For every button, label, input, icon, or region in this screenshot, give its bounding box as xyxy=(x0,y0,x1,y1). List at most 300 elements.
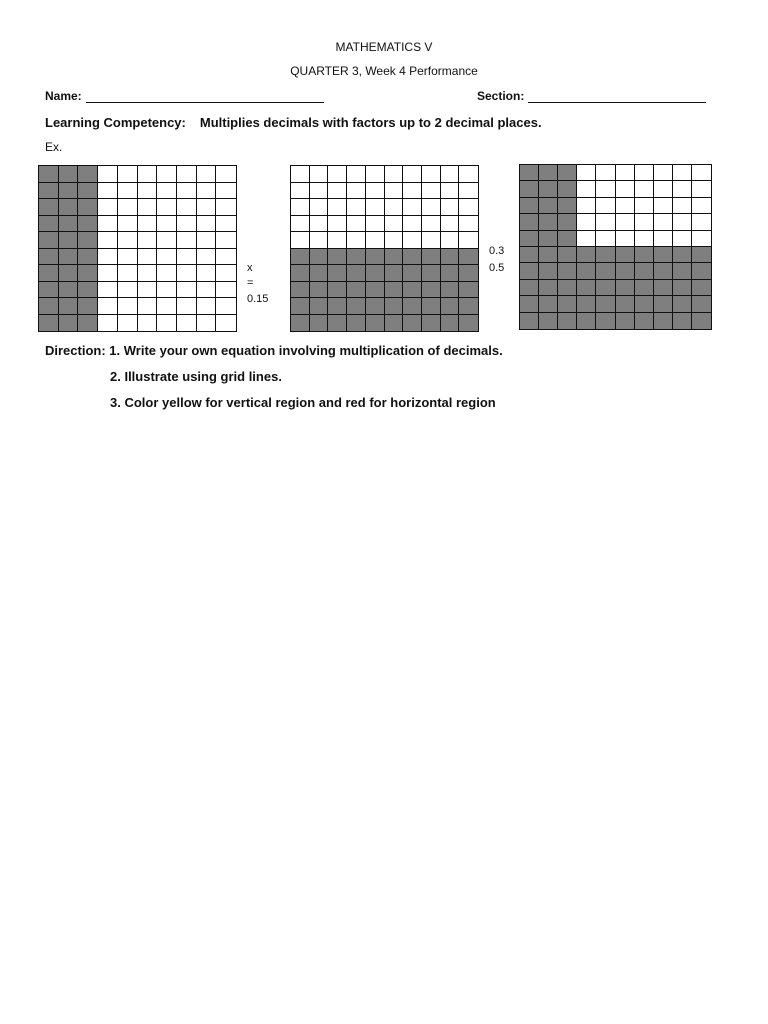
grid-cell xyxy=(157,166,177,183)
grid-cell xyxy=(403,298,422,315)
grid-cell xyxy=(616,313,635,329)
grid-cell xyxy=(616,263,635,279)
grid-cell xyxy=(59,315,79,332)
grid-cell xyxy=(39,265,59,282)
grid-cell xyxy=(558,165,577,181)
grid-cell xyxy=(157,298,177,315)
grid-cell xyxy=(692,198,711,214)
grid-cell xyxy=(577,231,596,247)
factor-b-value: 0.5 xyxy=(489,262,505,274)
grid-cell xyxy=(138,199,158,216)
grid-cell xyxy=(385,315,404,332)
grid-cell xyxy=(177,166,197,183)
grid-cell xyxy=(635,313,654,329)
grid-cell xyxy=(328,282,347,299)
example-label: Ex. xyxy=(45,140,63,154)
grid-cell xyxy=(385,249,404,266)
grid-cell xyxy=(654,313,673,329)
grid-cell xyxy=(138,232,158,249)
grid-cell xyxy=(577,247,596,263)
grid-cell xyxy=(177,183,197,200)
grid-cell xyxy=(291,249,310,266)
grid-cell xyxy=(385,199,404,216)
grid-cell xyxy=(596,198,615,214)
grid-cell xyxy=(138,183,158,200)
grid-cell xyxy=(422,282,441,299)
direction-line-3: 3. Color yellow for vertical region and red for horizontal region xyxy=(110,395,496,410)
grid-cell xyxy=(138,166,158,183)
grid-cell xyxy=(403,216,422,233)
grid-cell xyxy=(654,181,673,197)
grid-cell xyxy=(197,232,217,249)
grid-cell xyxy=(216,216,236,233)
grid-cell xyxy=(441,232,460,249)
grid-cell xyxy=(177,298,197,315)
grid-cell xyxy=(366,216,385,233)
grid-cell xyxy=(98,166,118,183)
grid-cell xyxy=(328,265,347,282)
grid-cell xyxy=(673,263,692,279)
grid-cell xyxy=(328,183,347,200)
grid-cell xyxy=(673,247,692,263)
grid-cell xyxy=(78,298,98,315)
grid-cell xyxy=(539,165,558,181)
grid-cell xyxy=(118,298,138,315)
grid-cell xyxy=(441,183,460,200)
grid-cell xyxy=(459,166,478,183)
grid-cell xyxy=(328,166,347,183)
grid-cell xyxy=(673,280,692,296)
grid-cell xyxy=(616,198,635,214)
grid-cell xyxy=(558,247,577,263)
grid-cell xyxy=(216,199,236,216)
grid-cell xyxy=(673,214,692,230)
grid-cell xyxy=(616,247,635,263)
grid-cell xyxy=(78,249,98,266)
grid-cell xyxy=(385,265,404,282)
grid-cell xyxy=(118,199,138,216)
grid-cell xyxy=(635,181,654,197)
grid-cell xyxy=(347,199,366,216)
grid-cell xyxy=(577,280,596,296)
grid-cell xyxy=(692,247,711,263)
grid-cell xyxy=(422,199,441,216)
grid-cell xyxy=(673,313,692,329)
competency-label: Learning Competency: xyxy=(45,115,186,130)
grid-cell xyxy=(138,216,158,233)
grid-cell xyxy=(157,249,177,266)
grid-cell xyxy=(673,231,692,247)
grid-cell xyxy=(403,232,422,249)
grid-cell xyxy=(635,198,654,214)
grid-cell xyxy=(558,313,577,329)
grid-cell xyxy=(459,298,478,315)
grid-cell xyxy=(539,296,558,312)
grid-cell xyxy=(177,199,197,216)
grid-cell xyxy=(216,265,236,282)
grid-cell xyxy=(459,282,478,299)
grid-cell xyxy=(459,216,478,233)
grid-cell xyxy=(692,214,711,230)
grid-cell xyxy=(654,165,673,181)
grid-cell xyxy=(539,313,558,329)
grid-cell xyxy=(654,214,673,230)
grid-cell xyxy=(347,282,366,299)
grid-cell xyxy=(216,183,236,200)
grid-cell xyxy=(596,280,615,296)
grid-cell xyxy=(366,183,385,200)
grid-cell xyxy=(328,216,347,233)
grid-cell xyxy=(78,232,98,249)
grid-cell xyxy=(291,199,310,216)
grid-cell xyxy=(692,165,711,181)
grid-cell xyxy=(441,249,460,266)
grid-cell xyxy=(347,166,366,183)
grid-cell xyxy=(366,249,385,266)
grid-cell xyxy=(539,198,558,214)
grid-cell xyxy=(138,298,158,315)
grid-cell xyxy=(558,263,577,279)
grid-cell xyxy=(59,199,79,216)
grid-cell xyxy=(459,249,478,266)
grid-cell xyxy=(59,183,79,200)
grid-cell xyxy=(385,166,404,183)
grid-vertical-region xyxy=(38,165,237,332)
grid-cell xyxy=(177,216,197,233)
grid-cell xyxy=(291,232,310,249)
grid-cell xyxy=(558,296,577,312)
grid-cell xyxy=(98,199,118,216)
name-label: Name: xyxy=(45,89,82,103)
competency-text: Multiplies decimals with factors up to 2 decimal places. xyxy=(199,115,542,130)
grid-cell xyxy=(441,315,460,332)
grid-cell xyxy=(635,247,654,263)
grid-cell xyxy=(422,183,441,200)
grid-cell xyxy=(216,298,236,315)
grid-cell xyxy=(157,265,177,282)
grid-cell xyxy=(291,265,310,282)
grid-cell xyxy=(422,232,441,249)
grid-cell xyxy=(39,232,59,249)
grid-cell xyxy=(98,232,118,249)
grid-cell xyxy=(39,298,59,315)
grid-cell xyxy=(78,199,98,216)
grid-cell xyxy=(98,249,118,266)
equals-sign: = xyxy=(247,277,254,289)
grid-cell xyxy=(39,183,59,200)
grid-cell xyxy=(520,181,539,197)
grid-cell xyxy=(39,166,59,183)
grid-cell xyxy=(459,199,478,216)
grid-cell xyxy=(441,282,460,299)
grid-cell xyxy=(403,249,422,266)
grid-cell xyxy=(596,231,615,247)
grid-cell xyxy=(216,166,236,183)
grid-cell xyxy=(118,183,138,200)
grid-cell xyxy=(157,282,177,299)
grid-cell xyxy=(177,265,197,282)
document-subtitle: QUARTER 3, Week 4 Performance xyxy=(290,64,478,78)
grid-cell xyxy=(78,216,98,233)
grid-cell xyxy=(635,214,654,230)
grid-cell xyxy=(635,296,654,312)
grid-cell xyxy=(558,231,577,247)
grid-cell xyxy=(347,298,366,315)
grid-cell xyxy=(59,282,79,299)
grid-cell xyxy=(558,214,577,230)
grid-overlap-region xyxy=(519,164,712,330)
grid-cell xyxy=(459,315,478,332)
grid-cell xyxy=(577,313,596,329)
multiply-sign: x xyxy=(247,262,253,274)
grid-cell xyxy=(366,166,385,183)
grid-cell xyxy=(422,249,441,266)
grid-cell xyxy=(459,232,478,249)
grid-cell xyxy=(310,216,329,233)
section-field xyxy=(477,89,706,103)
grid-cell xyxy=(539,181,558,197)
grid-cell xyxy=(118,315,138,332)
direction-line-2: 2. Illustrate using grid lines. xyxy=(110,369,282,384)
grid-cell xyxy=(385,282,404,299)
grid-cell xyxy=(328,232,347,249)
grid-cell xyxy=(366,199,385,216)
grid-cell xyxy=(118,249,138,266)
grid-cell xyxy=(596,313,615,329)
grid-cell xyxy=(692,263,711,279)
grid-cell xyxy=(328,199,347,216)
grid-cell xyxy=(385,298,404,315)
grid-cell xyxy=(39,249,59,266)
grid-cell xyxy=(441,265,460,282)
grid-cell xyxy=(118,166,138,183)
grid-cell xyxy=(366,265,385,282)
grid-cell xyxy=(157,315,177,332)
grid-cell xyxy=(403,183,422,200)
grid-cell xyxy=(577,214,596,230)
grid-cell xyxy=(654,247,673,263)
grid-cell xyxy=(216,282,236,299)
grid-cell xyxy=(403,282,422,299)
grid-cell xyxy=(39,216,59,233)
grid-cell xyxy=(520,280,539,296)
grid-cell xyxy=(616,296,635,312)
grid-cell xyxy=(422,298,441,315)
grid-cell xyxy=(78,282,98,299)
grid-cell xyxy=(177,282,197,299)
grid-cell xyxy=(520,247,539,263)
grid-cell xyxy=(216,249,236,266)
grid-cell xyxy=(197,199,217,216)
grid-cell xyxy=(366,282,385,299)
grid-cell xyxy=(422,166,441,183)
grid-cell xyxy=(441,166,460,183)
grid-cell xyxy=(118,216,138,233)
grid-cell xyxy=(118,282,138,299)
grid-cell xyxy=(197,183,217,200)
grid-cell xyxy=(577,198,596,214)
grid-cell xyxy=(654,263,673,279)
grid-cell xyxy=(138,249,158,266)
grid-cell xyxy=(366,315,385,332)
grid-cell xyxy=(310,265,329,282)
grid-cell xyxy=(403,265,422,282)
grid-cell xyxy=(98,282,118,299)
grid-cell xyxy=(577,263,596,279)
grid-cell xyxy=(59,166,79,183)
grid-cell xyxy=(385,232,404,249)
grid-cell xyxy=(635,263,654,279)
grid-cell xyxy=(310,232,329,249)
grid-cell xyxy=(347,183,366,200)
grid-cell xyxy=(216,315,236,332)
grid-cell xyxy=(197,298,217,315)
grid-cell xyxy=(654,198,673,214)
grid-cell xyxy=(539,214,558,230)
grid-cell xyxy=(422,315,441,332)
grid-cell xyxy=(616,165,635,181)
grid-cell xyxy=(138,282,158,299)
grid-cell xyxy=(157,232,177,249)
grid-cell xyxy=(59,232,79,249)
grid-cell xyxy=(157,183,177,200)
grid-cell xyxy=(328,315,347,332)
grid-cell xyxy=(635,231,654,247)
grid-cell xyxy=(291,298,310,315)
grid-cell xyxy=(78,265,98,282)
grid-cell xyxy=(98,183,118,200)
grid-cell xyxy=(616,231,635,247)
grid-cell xyxy=(596,247,615,263)
grid-cell xyxy=(118,232,138,249)
grid-cell xyxy=(310,282,329,299)
grid-cell xyxy=(673,181,692,197)
grid-cell xyxy=(366,298,385,315)
grid-cell xyxy=(520,231,539,247)
grid-cell xyxy=(616,214,635,230)
grid-cell xyxy=(59,265,79,282)
grid-cell xyxy=(291,282,310,299)
grid-cell xyxy=(692,231,711,247)
grid-cell xyxy=(385,183,404,200)
grid-cell xyxy=(635,280,654,296)
grid-cell xyxy=(78,183,98,200)
grid-cell xyxy=(539,263,558,279)
grid-cell xyxy=(347,232,366,249)
grid-cell xyxy=(78,166,98,183)
grid-cell xyxy=(596,214,615,230)
grid-cell xyxy=(616,280,635,296)
grid-cell xyxy=(596,263,615,279)
grid-cell xyxy=(347,216,366,233)
grid-cell xyxy=(347,315,366,332)
grid-cell xyxy=(328,249,347,266)
direction-line-1: Direction: 1. Write your own equation involving multiplication of decimals. xyxy=(45,343,503,358)
grid-cell xyxy=(558,198,577,214)
grid-cell xyxy=(177,249,197,266)
grid-cell xyxy=(197,265,217,282)
grid-cell xyxy=(138,315,158,332)
grid-cell xyxy=(291,166,310,183)
name-blank xyxy=(86,91,324,103)
grid-cell xyxy=(59,298,79,315)
grid-cell xyxy=(291,315,310,332)
grid-cell xyxy=(673,296,692,312)
grid-cell xyxy=(197,282,217,299)
grid-cell xyxy=(310,166,329,183)
grid-cell xyxy=(459,265,478,282)
grid-cell xyxy=(441,298,460,315)
grid-cell xyxy=(310,183,329,200)
grid-cell xyxy=(366,232,385,249)
grid-cell xyxy=(558,280,577,296)
grid-cell xyxy=(291,183,310,200)
section-blank xyxy=(528,91,706,103)
grid-cell xyxy=(347,265,366,282)
grid-cell xyxy=(692,280,711,296)
factor-a-value: 0.3 xyxy=(489,245,505,257)
grid-cell xyxy=(616,181,635,197)
grid-cell xyxy=(520,263,539,279)
grid-cell xyxy=(59,216,79,233)
grid-cell xyxy=(177,315,197,332)
grid-cell xyxy=(197,166,217,183)
grid-cell xyxy=(635,165,654,181)
grid-cell xyxy=(98,216,118,233)
grid-cell xyxy=(577,296,596,312)
grid-cell xyxy=(310,315,329,332)
grid-cell xyxy=(692,313,711,329)
grid-cell xyxy=(596,181,615,197)
grid-cell xyxy=(98,315,118,332)
grid-cell xyxy=(157,199,177,216)
grid-cell xyxy=(98,265,118,282)
grid-cell xyxy=(347,249,366,266)
grid-cell xyxy=(118,265,138,282)
grid-cell xyxy=(539,280,558,296)
grid-cell xyxy=(422,216,441,233)
grid-cell xyxy=(520,198,539,214)
grid-horizontal-region xyxy=(290,165,479,332)
grid-cell xyxy=(403,199,422,216)
grid-cell xyxy=(539,247,558,263)
grid-cell xyxy=(673,198,692,214)
learning-competency xyxy=(45,115,542,130)
grid-cell xyxy=(692,296,711,312)
grid-cell xyxy=(197,216,217,233)
grid-cell xyxy=(78,315,98,332)
grid-cell xyxy=(596,165,615,181)
section-label: Section: xyxy=(477,89,525,103)
grid-cell xyxy=(422,265,441,282)
grid-cell xyxy=(310,298,329,315)
grid-cell xyxy=(138,265,158,282)
grid-cell xyxy=(39,315,59,332)
grid-cell xyxy=(654,231,673,247)
document-title: MATHEMATICS V xyxy=(335,40,433,54)
grid-cell xyxy=(310,199,329,216)
grid-cell xyxy=(654,296,673,312)
grid-cell xyxy=(59,249,79,266)
grid-cell xyxy=(39,199,59,216)
grid-cell xyxy=(692,181,711,197)
grid-cell xyxy=(98,298,118,315)
grid-cell xyxy=(216,232,236,249)
grid-cell xyxy=(520,214,539,230)
grid-cell xyxy=(558,181,577,197)
grid-cell xyxy=(291,216,310,233)
grid-cell xyxy=(441,199,460,216)
